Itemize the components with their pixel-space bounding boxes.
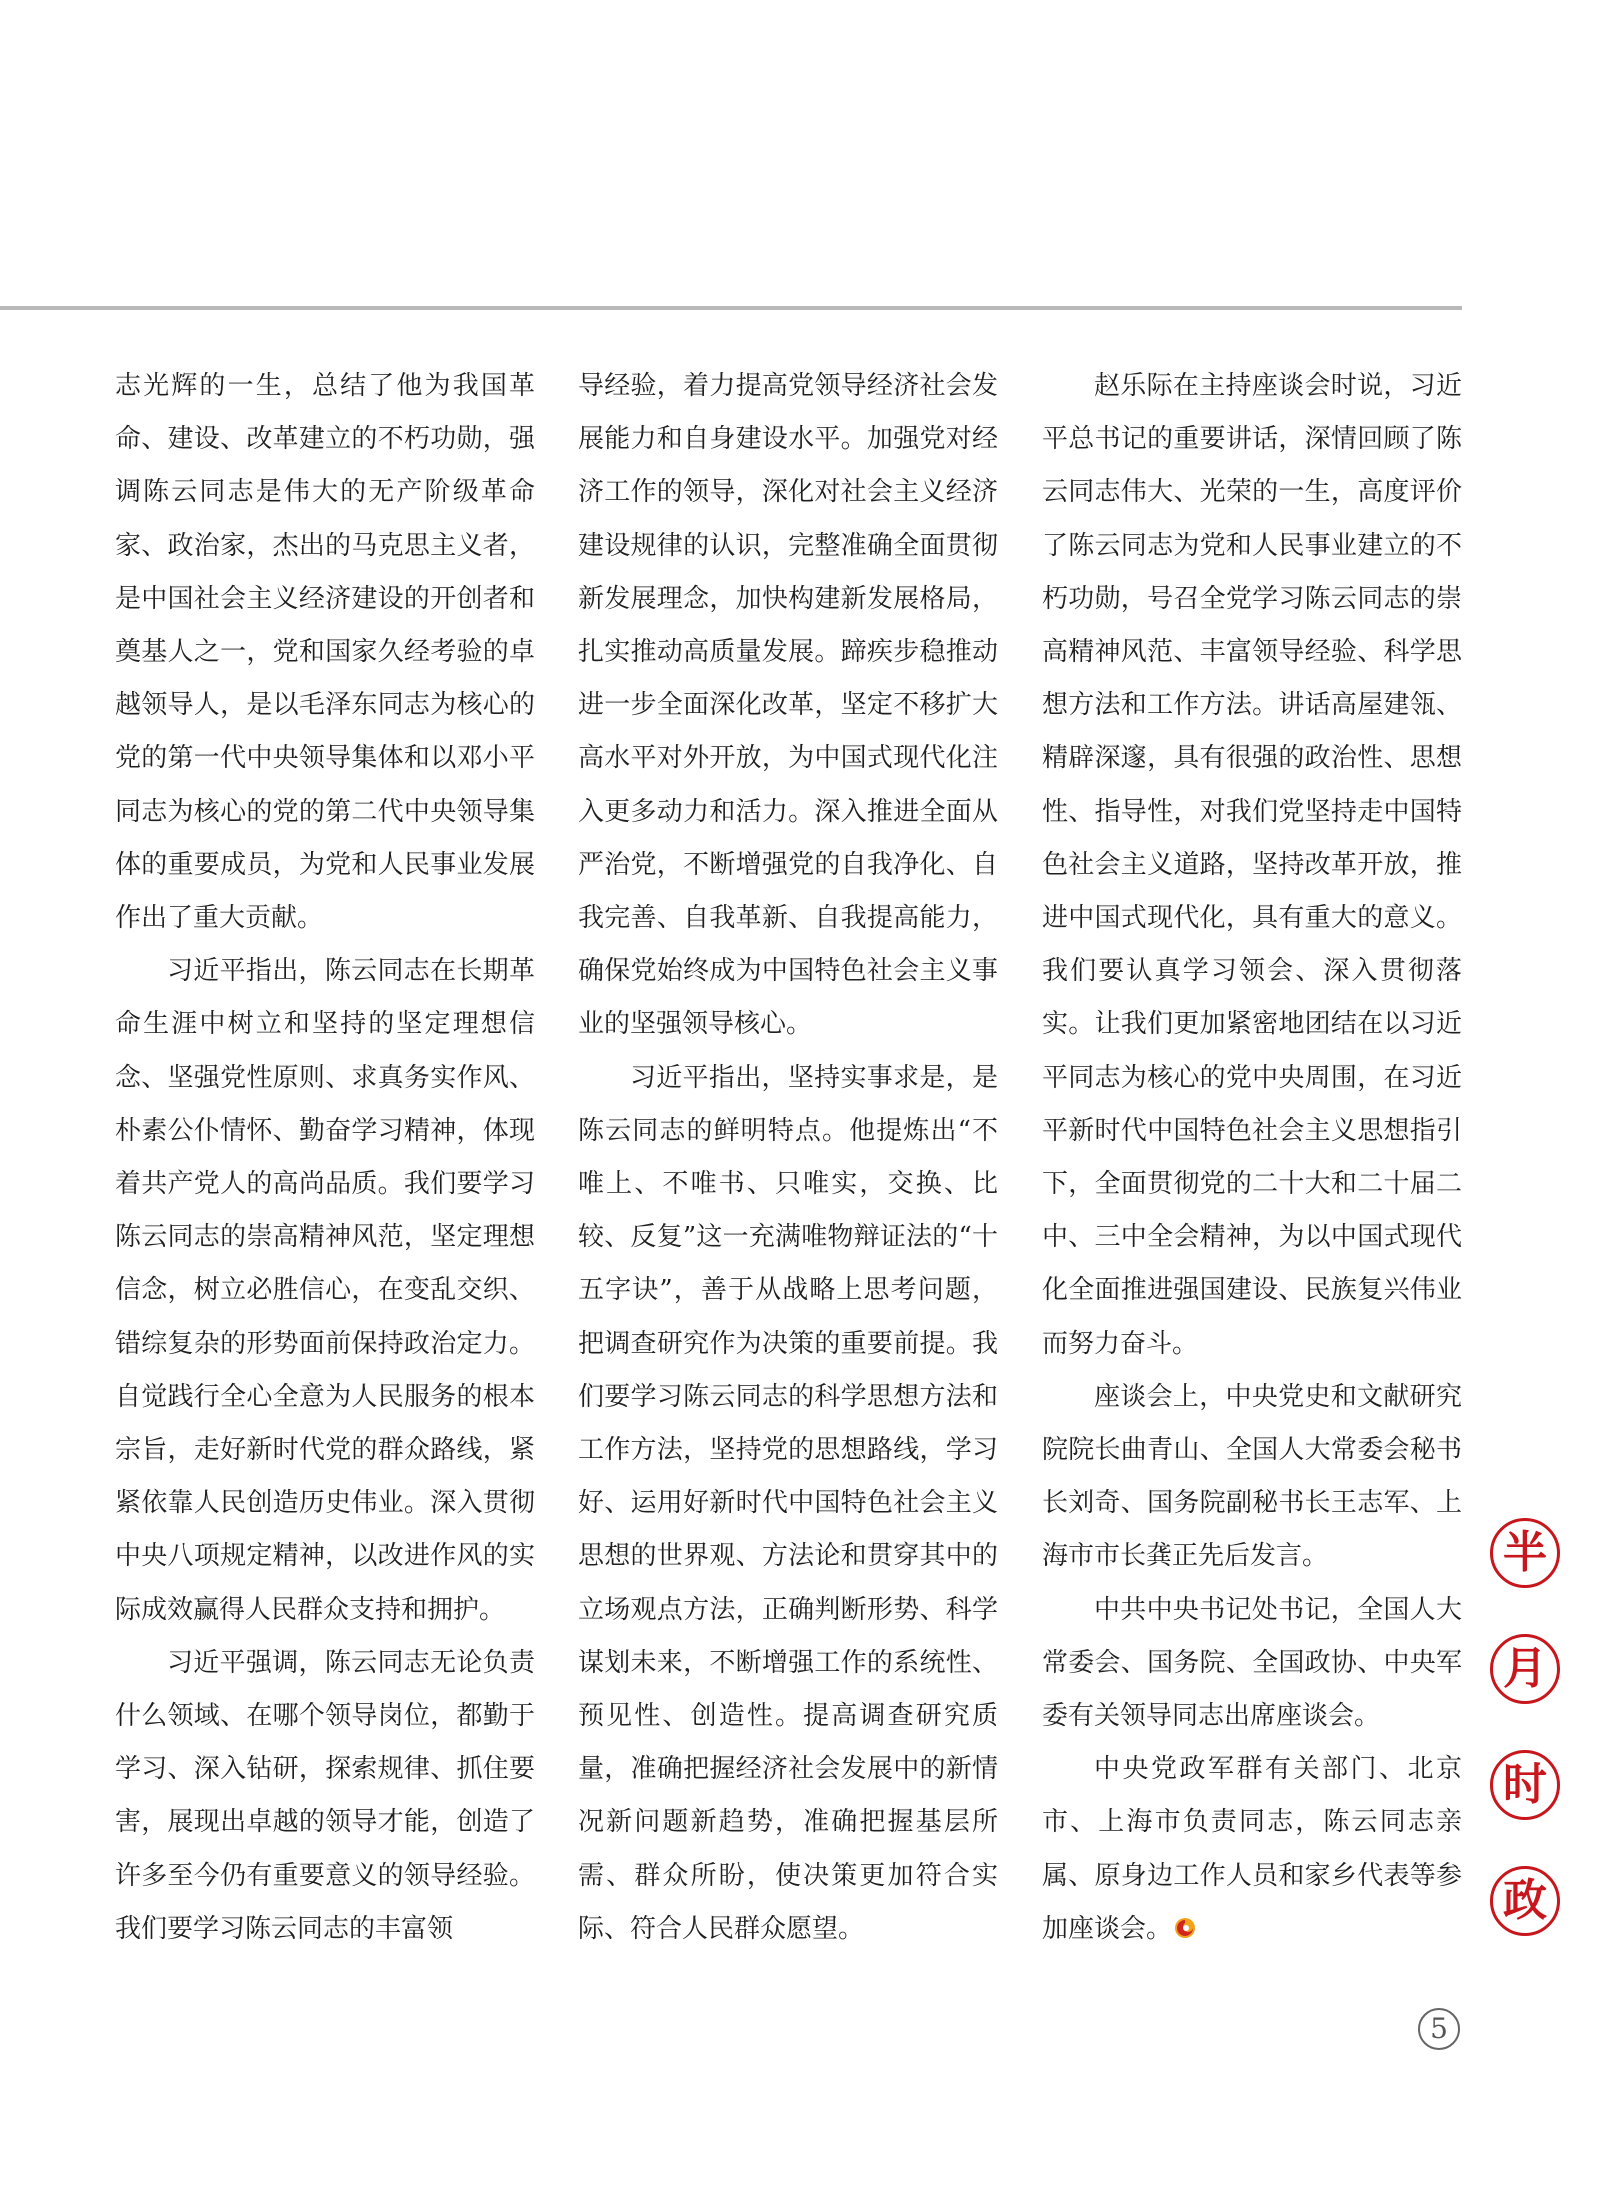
section-tag-char: 半 [1490,1518,1560,1588]
section-tag-char: 政 [1490,1866,1560,1936]
text-column-2 [578,360,998,1956]
paragraph-last [1042,1743,1462,1956]
text-column-3 [1042,360,1462,1956]
paragraph: 习近平指出，坚持实事求是，是陈云同志的鲜明特点。他提炼出“不唯上、不唯书、只唯实，交换、比较、反复”这一充满唯物辩证法的“十五字诀”，善于从战略上思考问题，把调查研究作为决策的重要前提。我们要学习陈云同志的科学思想方法和工作方法，坚持党的思想路线，学习好、运用好新时代中国特色社会主义思想的世界观、方法论和贯穿其中的立场观点方法，正确判断形势、科学谋划未来，不断增强工作的系统性、预见性、创造性。提高调查研究质量，准确把握经济社会发展中的新情况新问题新趋势，准确把握基层所需、群众所盼，使决策更加符合实际、符合人民群众愿望。 [578,1062,998,1944]
paragraph: 座谈会上，中央党史和文献研究院院长曲青山、全国人大常委会秘书长刘奇、国务院副秘书长王志军、上海市市长龚正先后发言。 [1042,1381,1462,1572]
page-number: 5 [1418,2008,1460,2050]
section-tag [1490,1518,1568,1982]
header-rule [0,306,1462,310]
paragraph-text: 中央党政军群有关部门、北京市、上海市负责同志，陈云同志亲属、原身边工作人员和家乡代表等参加座谈会。 [1042,1754,1462,1944]
paragraph: 中共中央书记处书记，全国人大常委会、国务院、全国政协、中央军委有关领导同志出席座谈会。 [1042,1594,1462,1732]
end-mark-icon [1174,1917,1196,1939]
paragraph: 志光辉的一生，总结了他为我国革命、建设、改革建立的不朽功勋，强调陈云同志是伟大的无产阶级革命家、政治家，杰出的马克思主义者，是中国社会主义经济建设的开创者和奠基人之一，党和国家久经考验的卓越领导人，是以毛泽东同志为核心的党的第一代中央领导集体和以邓小平同志为核心的党的第二代中央领导集体的重要成员，为党和人民事业发展作出了重大贡献。 [115,371,535,934]
paragraph: 赵乐际在主持座谈会时说，习近平总书记的重要讲话，深情回顾了陈云同志伟大、光荣的一生，高度评价了陈云同志为党和人民事业建立的不朽功勋，号召全党学习陈云同志的崇高精神风范、丰富领导经验、科学思想方法和工作方法。讲话高屋建瓴、精辟深邃，具有很强的政治性、思想性、指导性，对我们党坚持走中国特色社会主义道路，坚持改革开放，推进中国式现代化，具有重大的意义。我们要认真学习领会、深入贯彻落实。让我们更加紧密地团结在以习近平同志为核心的党中央周围，在习近平新时代中国特色社会主义思想指引下，全面贯彻党的二十大和二十届二中、三中全会精神，为以中国式现代化全面推进强国建设、民族复兴伟业而努力奋斗。 [1042,371,1462,1359]
paragraph: 导经验，着力提高党领导经济社会发展能力和自身建设水平。加强党对经济工作的领导，深化对社会主义经济建设规律的认识，完整准确全面贯彻新发展理念，加快构建新发展格局，扎实推动高质量发展。蹄疾步稳推动进一步全面深化改革，坚定不移扩大高水平对外开放，为中国式现代化注入更多动力和活力。深入推进全面从严治党，不断增强党的自我净化、自我完善、自我革新、自我提高能力，确保党始终成为中国特色社会主义事业的坚强领导核心。 [578,371,998,1040]
paragraph: 习近平指出，陈云同志在长期革命生涯中树立和坚持的坚定理想信念、坚强党性原则、求真务实作风、朴素公仆情怀、勤奋学习精神，体现着共产党人的高尚品质。我们要学习陈云同志的崇高精神风范，坚定理想信念，树立必胜信心，在变乱交织、错综复杂的形势面前保持政治定力。自觉践行全心全意为人民服务的根本宗旨，走好新时代党的群众路线，紧紧依靠人民创造历史伟业。深入贯彻中央八项规定精神，以改进作风的实际成效赢得人民群众支持和拥护。 [115,956,535,1625]
section-tag-char: 月 [1490,1634,1560,1704]
section-tag-char: 时 [1490,1750,1560,1820]
paragraph: 习近平强调，陈云同志无论负责什么领域、在哪个领导岗位，都勤于学习、深入钻研，探索规律、抓住要害，展现出卓越的领导才能，创造了许多至今仍有重要意义的领导经验。我们要学习陈云同志的丰富领 [115,1647,535,1944]
text-column-1 [115,360,535,1956]
